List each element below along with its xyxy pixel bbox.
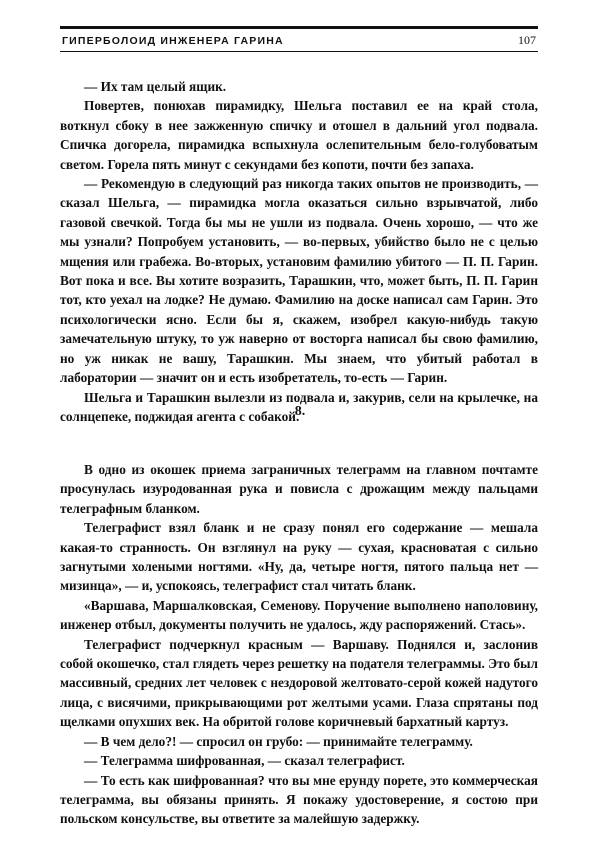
paragraph: «Варшава, Маршалковская, Семенову. Поручение выполнено наполовину, инженер отбыл, документы получить не удалось, жду распоряжений. Стась». — [60, 597, 538, 633]
paragraph: — Рекомендую в следующий раз никогда таких опытов не производить, — сказал Шельга, — пирамидка могла оказаться сильно взрывчатой, либо газовой свечкой. Тогда бы мы не ушли из подвала. Очень хорошо, — что же мы узнали? Попробуем установить, — во-первых, убийство было не с целью мщения или грабежа. Во-вторых, установим фамилию убитого — П. П. Гарин. Вот пока и все. Вы хотите возразить, Тарашкин, что, может быть, П. П. Гарин тот, кто уехал на лодке? Не думаю. Фамилию на доске написал сам Гарин. Это психологически ясно. Если бы я, скажем, изобрел какую-нибудь такую замечательную штуку, то уж наверно от восторга написал бы свою фамилию, но уж никак не вашу, Тарашкин. Мы знаем, что убитый работал в лаборатории — значит он и есть изобретатель, то-есть — Гарин. — [60, 176, 538, 386]
text-block-1 — [60, 77, 538, 426]
text-block-2 — [60, 460, 538, 829]
paragraph: — В чем дело?! — спросил он грубо: — принимайте телеграмму. — [84, 733, 473, 749]
running-title: ГИПЕРБОЛОИД ИНЖЕНЕРА ГАРИНА — [62, 35, 284, 47]
section-number: 8. — [294, 404, 306, 419]
paragraph: — То есть как шифрованная? что вы мне ерунду порете, это коммерческая телеграмма, вы обязаны принять. Я покажу удостоверение, я состою при польском консульстве, вы ответите за малейшую задержку. — [60, 772, 538, 827]
running-head — [60, 33, 538, 48]
paragraph: — Их там целый ящик. — [84, 79, 227, 94]
page-header — [60, 26, 538, 52]
paragraph: Шельга и Тарашкин вылезли из подвала и, закурив, сели на крылечке, на солнцепеке, поджидая агента с собакой. — [60, 389, 538, 424]
header-rule-top — [60, 26, 538, 29]
paragraph: Телеграфист подчеркнул красным — Варшаву. Поднялся и, заслонив собой окошечко, стал глядеть через решетку на подателя телеграммы. Это был массивный, средних лет человек с нездоровой желтовато-серой кожей надутого лица, с висячими, прикрывающими рот желтыми усами. Глаза спрятаны под щелками опухших век. На обритой голове коричневый бархатный картуз. — [60, 636, 538, 730]
paragraph: Повертев, понюхав пирамидку, Шельга поставил ее на край стола, воткнул сбоку в нее зажженную спичку и отошел в дальний угол подвала. Спичка догорела, пирамидка вспыхнула ослепительным бело-голубоватым светом. Горела пять минут с секундами без копоти, почти без запаха. — [60, 98, 538, 172]
page-number: 107 — [518, 33, 536, 47]
header-rule-bottom — [60, 51, 538, 52]
paragraph: В одно из окошек приема заграничных телеграмм на главном почтамте просунулась изуродованная рука и повисла с дрожащим между пальцами телеграфным бланком. — [60, 462, 538, 516]
paragraph: Телеграфист взял бланк и не сразу понял его содержание — мешала какая-то странность. Он взглянул на руку — сухая, красноватая с сильно загнутыми холеными ногтями. «Ну, да, четыре ногтя, пятого пальца нет — мизинца», — и, успокоясь, телеграфист стал читать бланк. — [60, 520, 538, 594]
paragraph: — Телеграмма шифрованная, — сказал телеграфист. — [84, 753, 405, 769]
